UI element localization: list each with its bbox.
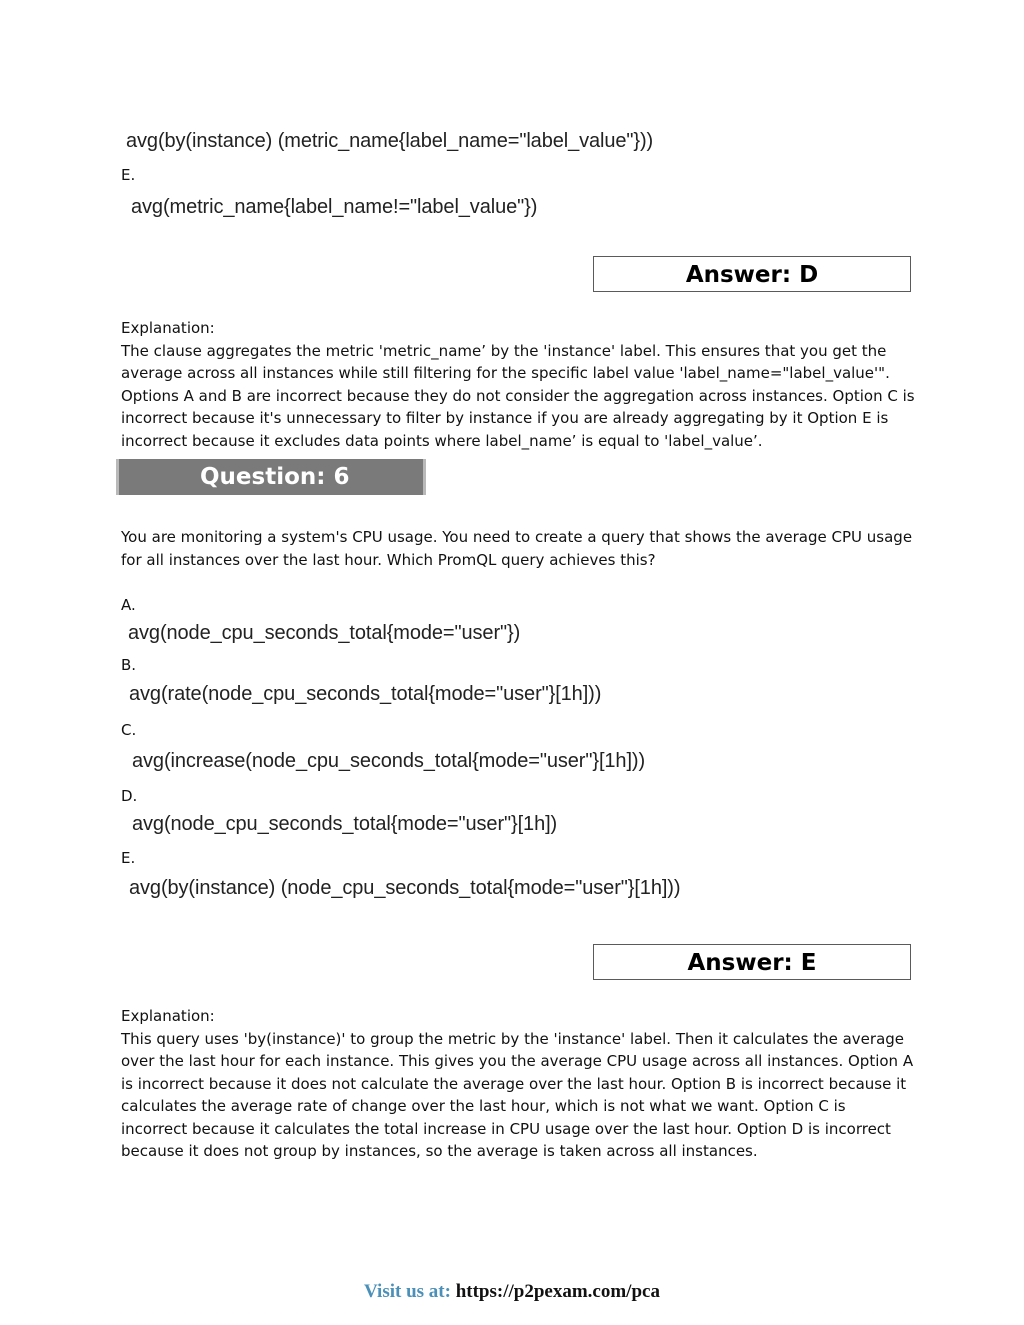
option-d-label: D. <box>121 787 138 805</box>
explanation-line: incorrect because it calculates the total increase in CPU usage over the last hour. Option D is incorrect <box>121 1119 891 1138</box>
option-e-code: avg(by(instance) (node_cpu_seconds_total{mode="user"}[1h])) <box>129 877 681 899</box>
option-a-code: avg(node_cpu_seconds_total{mode="user"}) <box>128 622 521 644</box>
footer-label: Visit us at: <box>364 1281 451 1302</box>
explanation-heading: Explanation: <box>121 1007 215 1025</box>
option-a-label: A. <box>121 596 136 614</box>
prev-explanation-line: incorrect because it's unnecessary to filter by instance if you are already aggregating by it Option E is <box>121 409 889 427</box>
prev-explanation-line: average across all instances while still filtering for the specific label value 'label_name="label_value'". <box>121 364 890 382</box>
prev-explanation <box>121 317 921 452</box>
prev-option-e-label: E. <box>121 166 136 184</box>
question-text-line: for all instances over the last hour. Which PromQL query achieves this? <box>121 550 656 569</box>
option-e-label: E. <box>121 849 136 867</box>
prev-answer-box: Answer: D <box>593 256 911 292</box>
prev-option-e-code: avg(metric_name{label_name!="label_value"}) <box>131 196 538 218</box>
option-c-label: C. <box>121 721 137 739</box>
footer <box>0 1281 1024 1303</box>
option-b-label: B. <box>121 656 137 674</box>
explanation-line: is incorrect because it does not calculate the average over the last hour. Option B is incorrect because it <box>121 1074 907 1093</box>
option-d-code: avg(node_cpu_seconds_total{mode="user"}[1h]) <box>132 813 558 835</box>
explanation-line: This query uses 'by(instance)' to group the metric by the 'instance' label. Then it calculates the average <box>121 1029 905 1048</box>
prev-explanation-line: incorrect because it excludes data points where label_name’ is equal to 'label_value’. <box>121 431 763 450</box>
question-banner: Question: 6 <box>116 459 426 495</box>
footer-url-link[interactable]: https://p2pexam.com/pca <box>455 1281 660 1302</box>
prev-option-d-code: avg(by(instance) (metric_name{label_name="label_value"})) <box>126 130 654 152</box>
explanation <box>121 1005 921 1163</box>
explanation-line: because it does not group by instances, so the average is taken across all instances. <box>121 1142 758 1160</box>
question-text-line: You are monitoring a system's CPU usage. You need to create a query that shows the average CPU usage <box>121 528 913 546</box>
explanation-line: over the last hour for each instance. This gives you the average CPU usage across all instances. Option A <box>121 1052 914 1070</box>
question-text <box>121 526 921 571</box>
answer-box: Answer: E <box>593 944 911 980</box>
prev-explanation-heading: Explanation: <box>121 319 215 337</box>
explanation-line: calculates the average rate of change over the last hour, which is not what we want. Option C is <box>121 1097 846 1115</box>
option-b-code: avg(rate(node_cpu_seconds_total{mode="user"}[1h])) <box>129 683 602 705</box>
prev-explanation-line: Options A and B are incorrect because they do not consider the aggregation across instances. Option C is <box>121 386 915 405</box>
prev-explanation-line: The clause aggregates the metric 'metric_name’ by the 'instance' label. This ensures that you get the <box>121 341 887 360</box>
option-c-code: avg(increase(node_cpu_seconds_total{mode="user"}[1h])) <box>132 750 646 772</box>
